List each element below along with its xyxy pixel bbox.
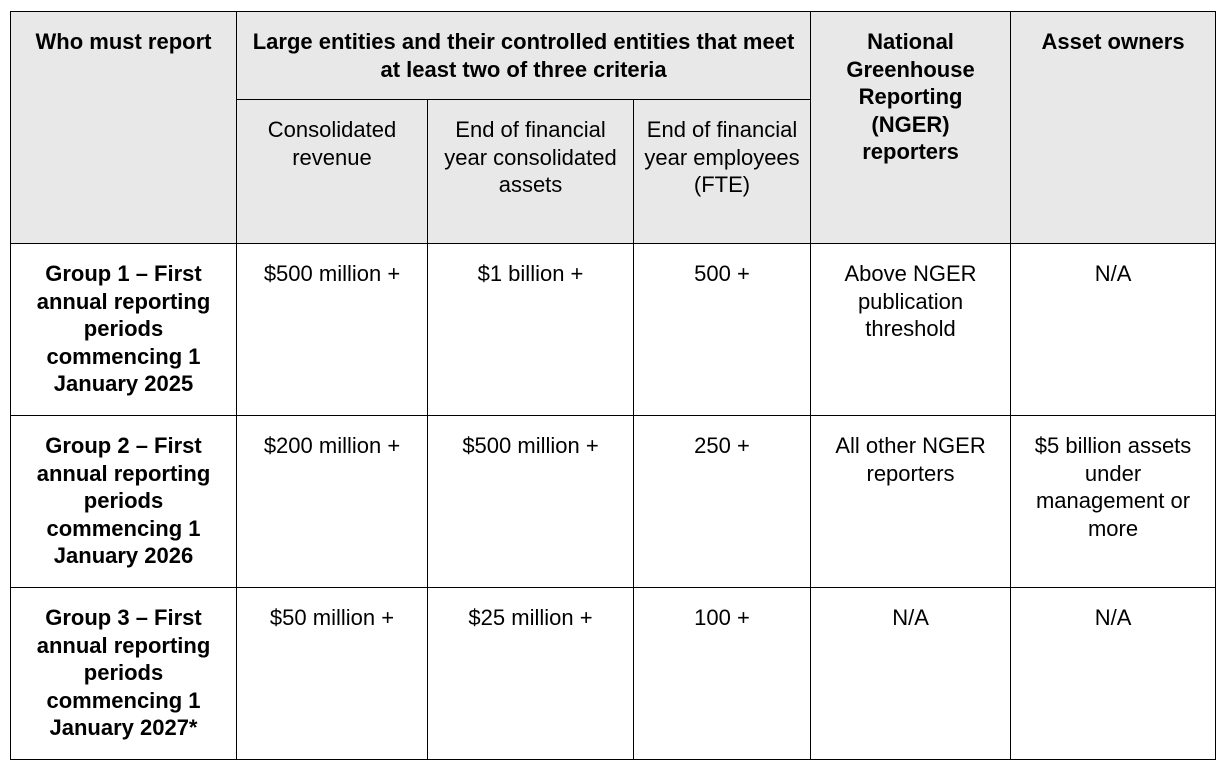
header-large-entities: Large entities and their controlled entities that meet at least two of three criteria (237, 12, 811, 100)
nger-cell: Above NGER publication threshold (811, 244, 1011, 416)
nger-cell: N/A (811, 588, 1011, 760)
table-row (11, 588, 1216, 760)
header-row (11, 12, 1216, 100)
revenue-cell: $50 million + (237, 588, 428, 760)
header-consolidated-assets: End of financial year consolidated assets (428, 100, 634, 244)
employees-cell: 500 + (634, 244, 811, 416)
revenue-cell: $200 million + (237, 416, 428, 588)
asset-owners-cell: $5 billion assets under management or more (1011, 416, 1216, 588)
header-employees: End of financial year employees (FTE) (634, 100, 811, 244)
group-2-cell: Group 2 – First annual reporting periods commencing 1 January 2026 (11, 416, 237, 588)
asset-owners-cell: N/A (1011, 244, 1216, 416)
asset-owners-cell: N/A (1011, 588, 1216, 760)
table-row (11, 416, 1216, 588)
header-asset-owners: Asset owners (1011, 12, 1216, 244)
employees-cell: 100 + (634, 588, 811, 760)
header-who-must-report: Who must report (11, 12, 237, 244)
group-1-cell: Group 1 – First annual reporting periods commencing 1 January 2025 (11, 244, 237, 416)
reporting-requirements-table (10, 11, 1216, 760)
nger-cell: All other NGER reporters (811, 416, 1011, 588)
employees-cell: 250 + (634, 416, 811, 588)
revenue-cell: $500 million + (237, 244, 428, 416)
header-nger-reporters: National Greenhouse Reporting (NGER) reporters (811, 12, 1011, 244)
assets-cell: $500 million + (428, 416, 634, 588)
table-row (11, 244, 1216, 416)
assets-cell: $1 billion + (428, 244, 634, 416)
group-3-cell: Group 3 – First annual reporting periods commencing 1 January 2027* (11, 588, 237, 760)
assets-cell: $25 million + (428, 588, 634, 760)
header-consolidated-revenue: Consolidated revenue (237, 100, 428, 244)
